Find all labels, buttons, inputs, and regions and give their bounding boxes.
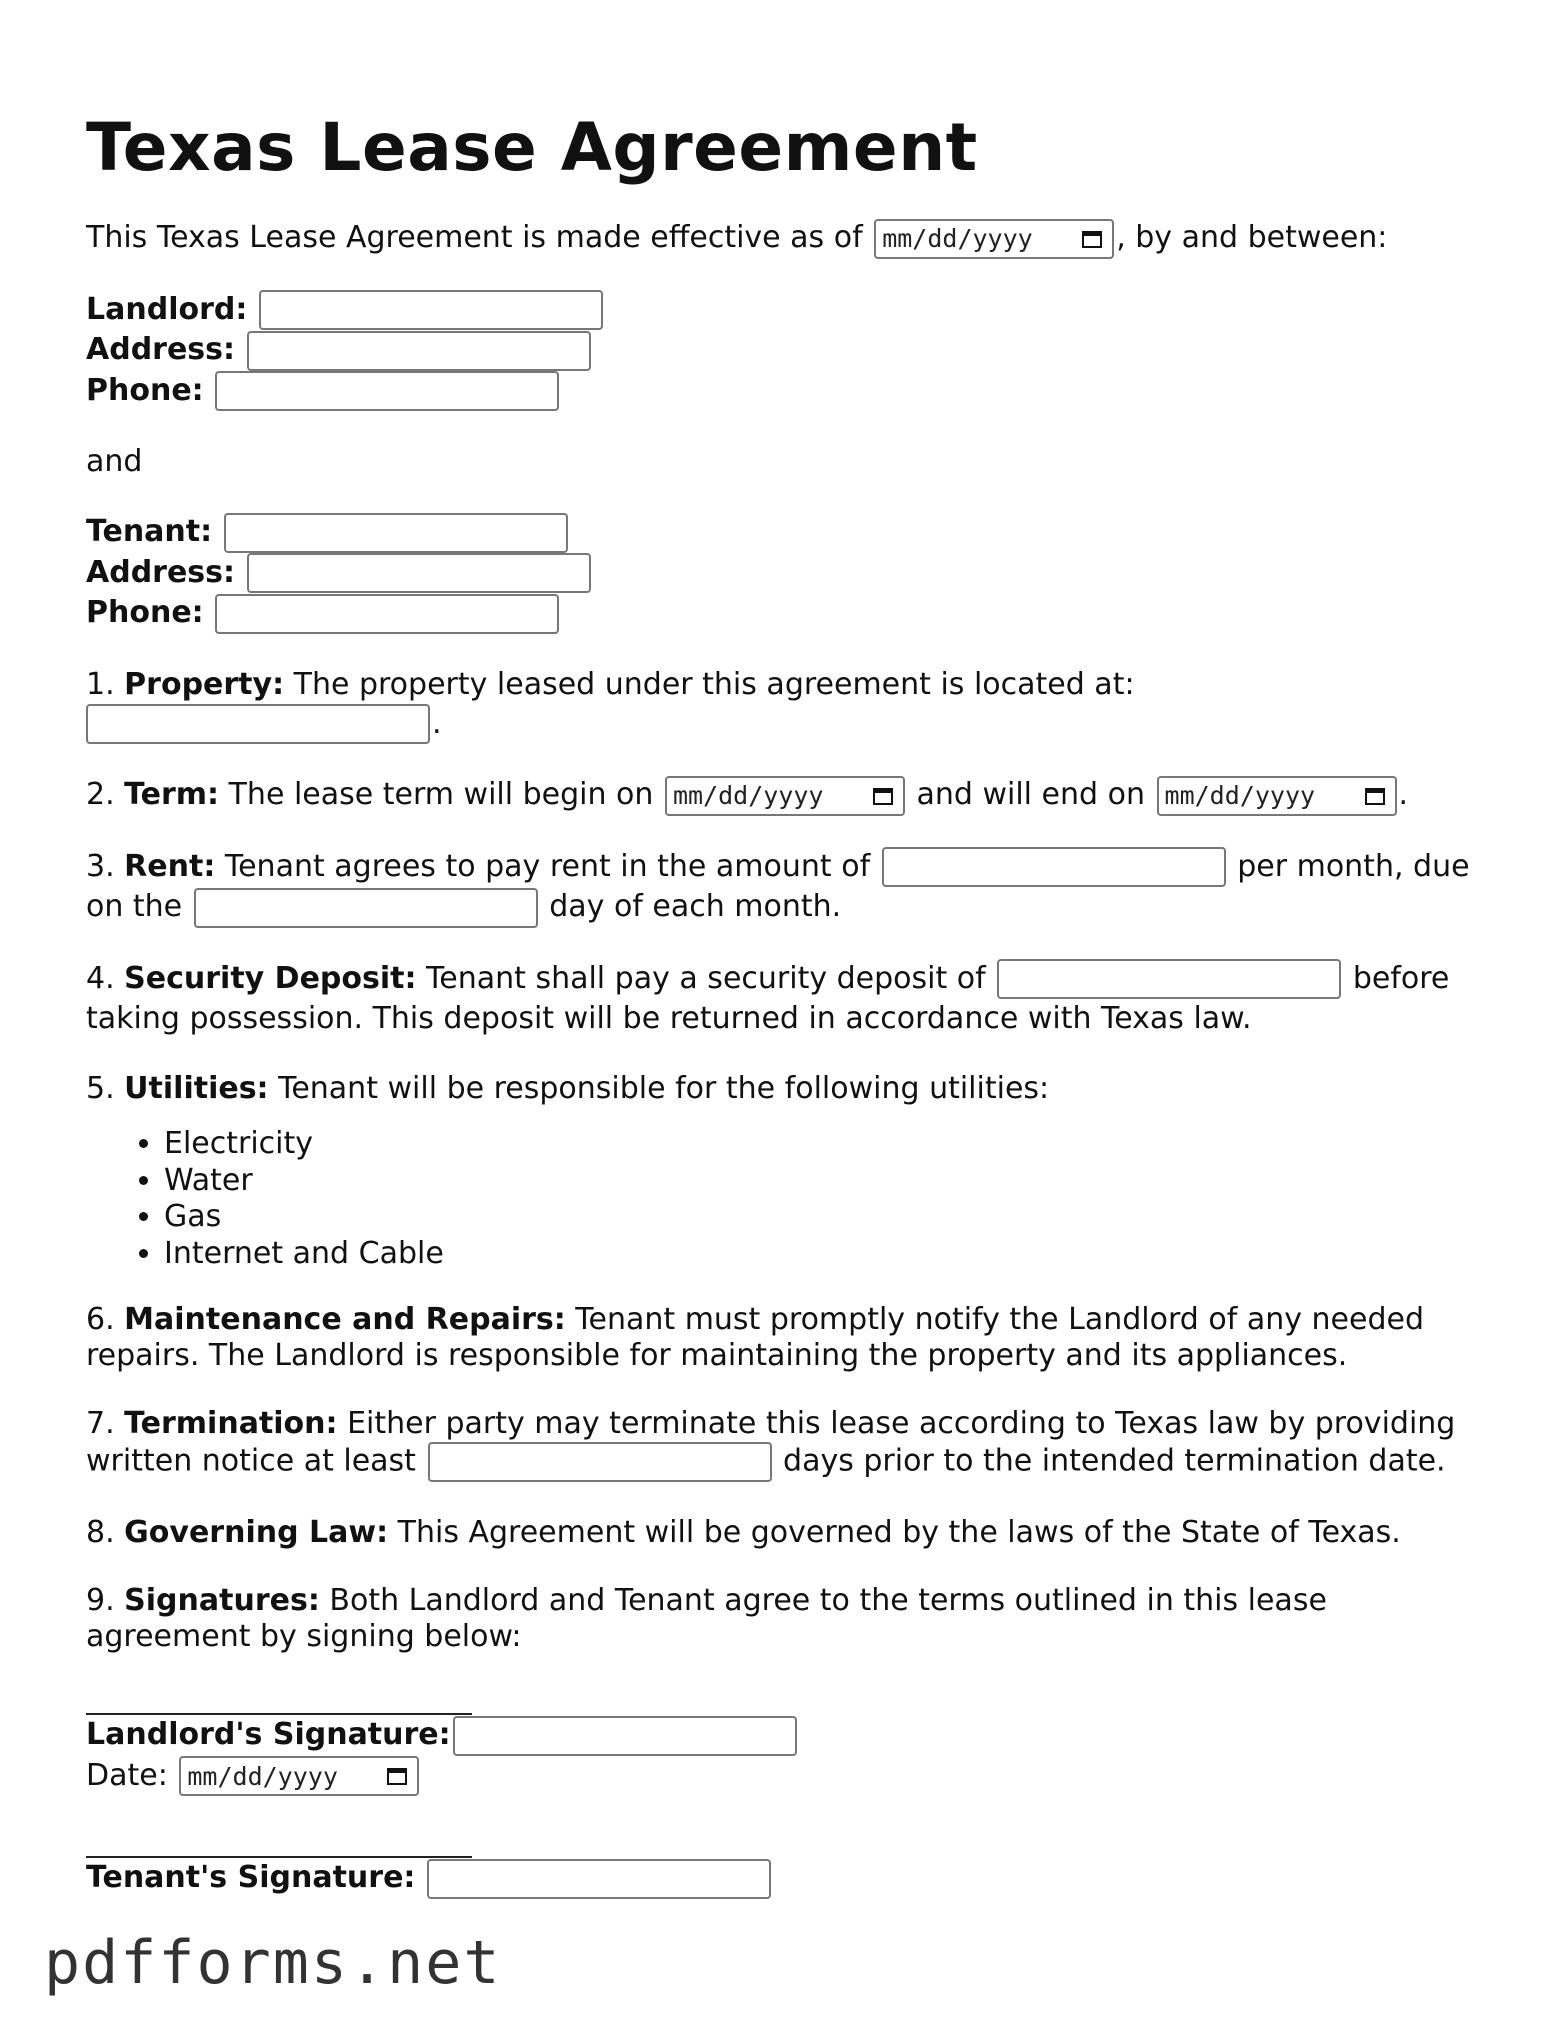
section-text: This Agreement will be governed by the laws of the State of Texas. (397, 1515, 1401, 1550)
section-law (86, 1513, 1486, 1552)
section-text: before taking possession. This deposit will be returned in accordance with Texas law. (86, 960, 1450, 1036)
tenant-address-input[interactable] (247, 553, 591, 593)
landlord-phone-input[interactable] (215, 371, 559, 411)
section-text: The lease term will begin on (228, 777, 654, 812)
section-text: Tenant must promptly notify the Landlord of any needed repairs. The Landlord is responsible for maintaining the property and its appliances. (86, 1302, 1424, 1373)
landlord-signature-row (86, 1715, 1486, 1756)
section-title: Security Deposit: (124, 960, 417, 996)
tenant-block (86, 512, 1486, 634)
tenant-signature-line (86, 1820, 472, 1858)
landlord-address-input[interactable] (247, 331, 591, 371)
calendar-icon (873, 787, 893, 805)
section-number: 5. (86, 1071, 115, 1106)
section-number: 6. (86, 1302, 115, 1337)
deposit-amount-input[interactable] (997, 959, 1341, 999)
tenant-phone-label: Phone: (86, 595, 204, 630)
landlord-name-input[interactable] (259, 290, 603, 330)
landlord-address-label: Address: (86, 332, 236, 367)
date-placeholder: mm/dd/yyyy (187, 1761, 338, 1791)
section-text: days prior to the intended termination date. (783, 1443, 1446, 1479)
section-number: 1. (86, 666, 115, 702)
section-text: Tenant shall pay a security deposit of (426, 960, 986, 996)
tenant-signature-label: Tenant's Signature: (86, 1860, 416, 1895)
notice-days-input[interactable] (428, 1442, 772, 1482)
intro-text-after: , by and between: (1116, 220, 1388, 255)
section-number: 3. (86, 848, 115, 884)
tenant-phone-input[interactable] (215, 594, 559, 634)
section-termination (86, 1405, 1486, 1482)
section-title: Signatures: (124, 1583, 320, 1618)
section-title: Term: (124, 777, 220, 812)
landlord-block (86, 290, 1486, 412)
section-text: and will end on (916, 777, 1145, 812)
section-end: . (1398, 777, 1409, 812)
section-title: Property: (124, 666, 285, 702)
term-end-date-input[interactable] (1157, 776, 1397, 816)
utilities-list (86, 1126, 1486, 1272)
section-text: day of each month. (549, 889, 842, 924)
watermark: pdfforms.net (44, 1928, 502, 1998)
section-text: Tenant will be responsible for the following utilities: (278, 1071, 1050, 1106)
landlord-signature-line (86, 1677, 472, 1715)
date-placeholder: mm/dd/yyyy (882, 224, 1033, 253)
list-item: • Internet and Cable (164, 1236, 1486, 1273)
section-deposit (86, 959, 1486, 1039)
intro-paragraph (86, 218, 1486, 259)
section-number: 9. (86, 1583, 115, 1618)
section-text: Both Landlord and Tenant agree to the terms outlined in this lease agreement by signing below: (86, 1583, 1327, 1654)
list-item: • Water (164, 1163, 1486, 1200)
tenant-name-input[interactable] (224, 513, 568, 553)
section-text: Either party may terminate this lease according to Texas law by providing written notice at least (86, 1406, 1456, 1479)
section-text: The property leased under this agreement is located at: (293, 666, 1135, 702)
landlord-signature-input[interactable] (453, 1716, 797, 1756)
section-maintenance (86, 1302, 1486, 1374)
landlord-signature-date-input[interactable] (179, 1756, 419, 1796)
section-end: . (432, 705, 442, 741)
section-rent (86, 847, 1486, 928)
landlord-phone-label: Phone: (86, 372, 204, 408)
and-text: and (86, 444, 143, 479)
list-item: • Gas (164, 1199, 1486, 1236)
page-title: Texas Lease Agreement (86, 109, 978, 186)
landlord-date-row (86, 1756, 1486, 1797)
section-number: 8. (86, 1515, 115, 1550)
tenant-name-label: Tenant: (86, 514, 213, 549)
effective-date-input[interactable] (874, 219, 1114, 259)
date-placeholder: mm/dd/yyyy (672, 781, 824, 810)
property-address-input[interactable] (86, 704, 430, 744)
calendar-icon (1082, 230, 1102, 248)
lease-document (86, 100, 1486, 1899)
list-item: • Electricity (164, 1126, 1486, 1163)
section-property (86, 665, 1486, 745)
term-start-date-input[interactable] (665, 776, 905, 816)
section-text: per month, due on the (86, 848, 1470, 924)
rent-amount-input[interactable] (882, 847, 1226, 887)
tenant-signature-row (86, 1858, 1486, 1899)
tenant-signature-input[interactable] (427, 1859, 771, 1899)
section-number: 4. (86, 960, 115, 996)
section-signatures (86, 1583, 1486, 1655)
section-title: Governing Law: (124, 1515, 389, 1550)
intro-text: This Texas Lease Agreement is made effective as of (86, 220, 863, 255)
section-title: Termination: (124, 1406, 338, 1441)
calendar-icon (387, 1767, 407, 1785)
landlord-date-label: Date: (86, 1757, 168, 1793)
section-number: 2. (86, 777, 115, 812)
landlord-signature-label: Landlord's Signature: (86, 1717, 451, 1752)
landlord-name-label: Landlord: (86, 291, 248, 327)
section-number: 7. (86, 1406, 115, 1441)
section-text: Tenant agrees to pay rent in the amount of (224, 848, 871, 884)
tenant-address-label: Address: (86, 554, 236, 590)
section-title: Utilities: (124, 1071, 269, 1106)
section-title: Maintenance and Repairs: (124, 1302, 566, 1337)
section-utilities (86, 1069, 1486, 1108)
section-term (86, 775, 1486, 816)
date-placeholder: mm/dd/yyyy (1164, 781, 1316, 810)
section-title: Rent: (124, 848, 216, 884)
calendar-icon (1365, 787, 1385, 805)
rent-due-day-input[interactable] (194, 888, 538, 928)
